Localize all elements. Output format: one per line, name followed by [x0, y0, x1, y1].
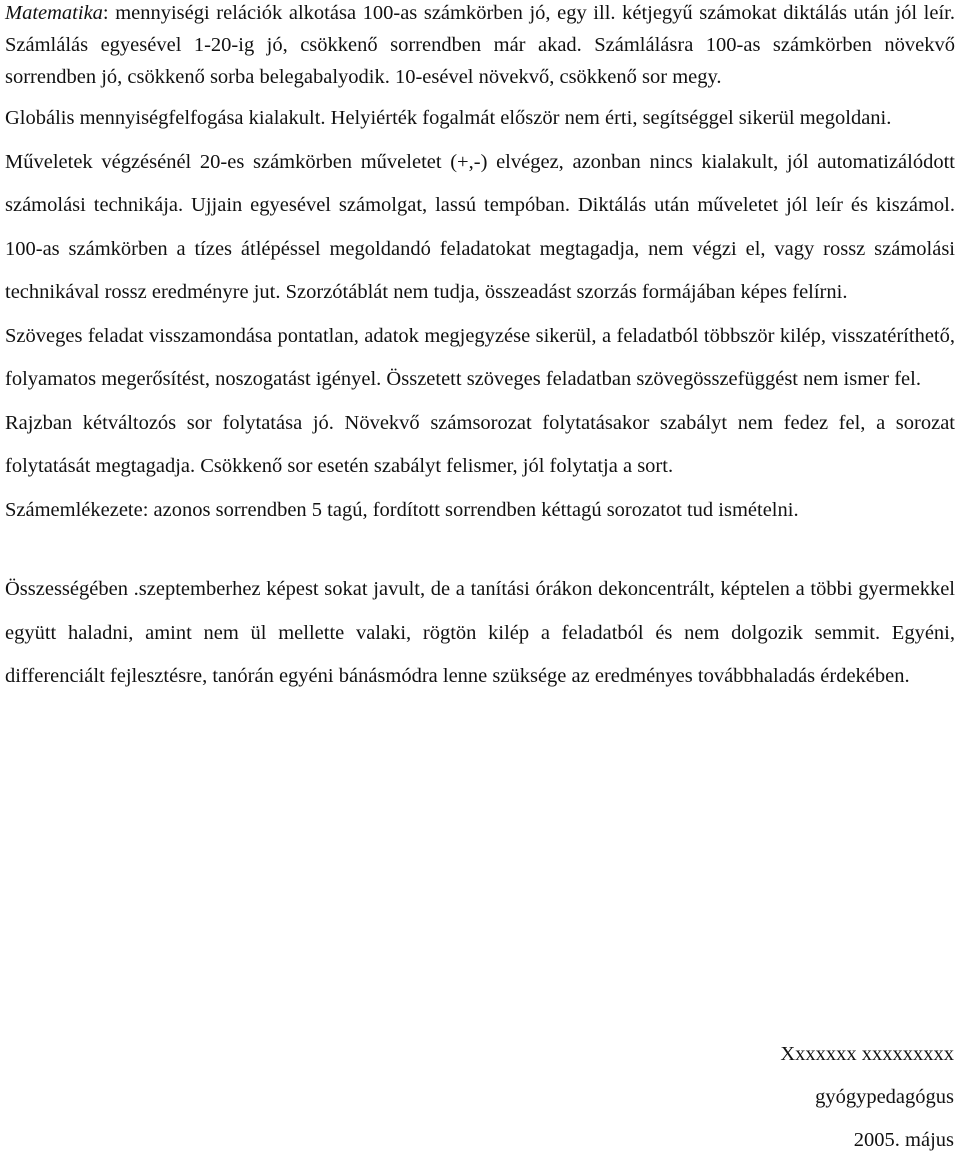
signature-role: gyógypedagógus — [815, 1086, 954, 1108]
math-text: : mennyiségi relációk alkotása 100-as számkörben jó, egy ill. kétjegyű számokat diktálás után jól leír. Számlálás egyesével 1-20-ig jó, csökkenő sorrendben már akad. Számlálásra 100-as számkörben növekvő sorrendben jó, csökkenő sorba belegabalyodik. 10-esével növekvő, csökkenő sor megy. — [5, 2, 955, 88]
math-label: Matematika — [5, 2, 103, 24]
paragraph-number-memory: Számemlékezete: azonos sorrendben 5 tagú, fordított sorrendben kéttagú sorozatot tud ismételni. — [5, 498, 799, 521]
signature-date: 2005. május — [853, 1129, 954, 1151]
paragraph-operations: Műveletek végzésénél 20-es számkörben műveletet (+,-) elvégez, azonban nincs kialakult, jól automatizálódott számolási technikája. Ujjain egyesével számolgat, lassú tempóban. Diktálás után műveletet jól leír és kiszámol. 100-as számkörben a tízes átlépéssel megoldandó feladatokat megtagadja, nem végzi el, vagy rossz számolási technikával rossz eredményre jut. Szorzótáblát nem tudja, összeadást szorzás formájában képes felírni. — [5, 150, 955, 303]
math-paragraph — [5, 0, 955, 93]
paragraph-global-perception: Globális mennyiségfelfogása kialakult. Helyiérték fogalmát először nem érti, segítséggel sikerül megoldani. — [5, 107, 892, 129]
signature-block — [780, 1033, 954, 1162]
document-page — [5, 0, 955, 699]
paragraph-sequences: Rajzban kétváltozós sor folytatása jó. Növekvő számsorozat folytatásakor szabályt nem fedez fel, a sorozat folytatását megtagadja. Csökkenő sor esetén szabályt felismer, jól folytatja a sort. — [5, 411, 955, 477]
signature-name: Xxxxxxx xxxxxxxxx — [780, 1043, 954, 1065]
summary-paragraph: Összességében .szeptemberhez képest sokat javult, de a tanítási órákon dekoncentrált, képtelen a többi gyermekkel együtt haladni, amint nem ül mellette valaki, rögtön kilép a feladatból és nem dolgozik semmit. Egyéni, differenciált fejlesztésre, tanórán egyéni bánásmódra lenne szüksége az eredményes továbbhaladás érdekében. — [5, 578, 955, 687]
paragraph-word-problems: Szöveges feladat visszamondása pontatlan, adatok megjegyzése sikerül, a feladatból többször kilép, visszatéríthető, folyamatos megerősítést, noszogatást igényel. Összetett szöveges feladatban szövegösszefüggést nem ismer fel. — [5, 324, 955, 390]
